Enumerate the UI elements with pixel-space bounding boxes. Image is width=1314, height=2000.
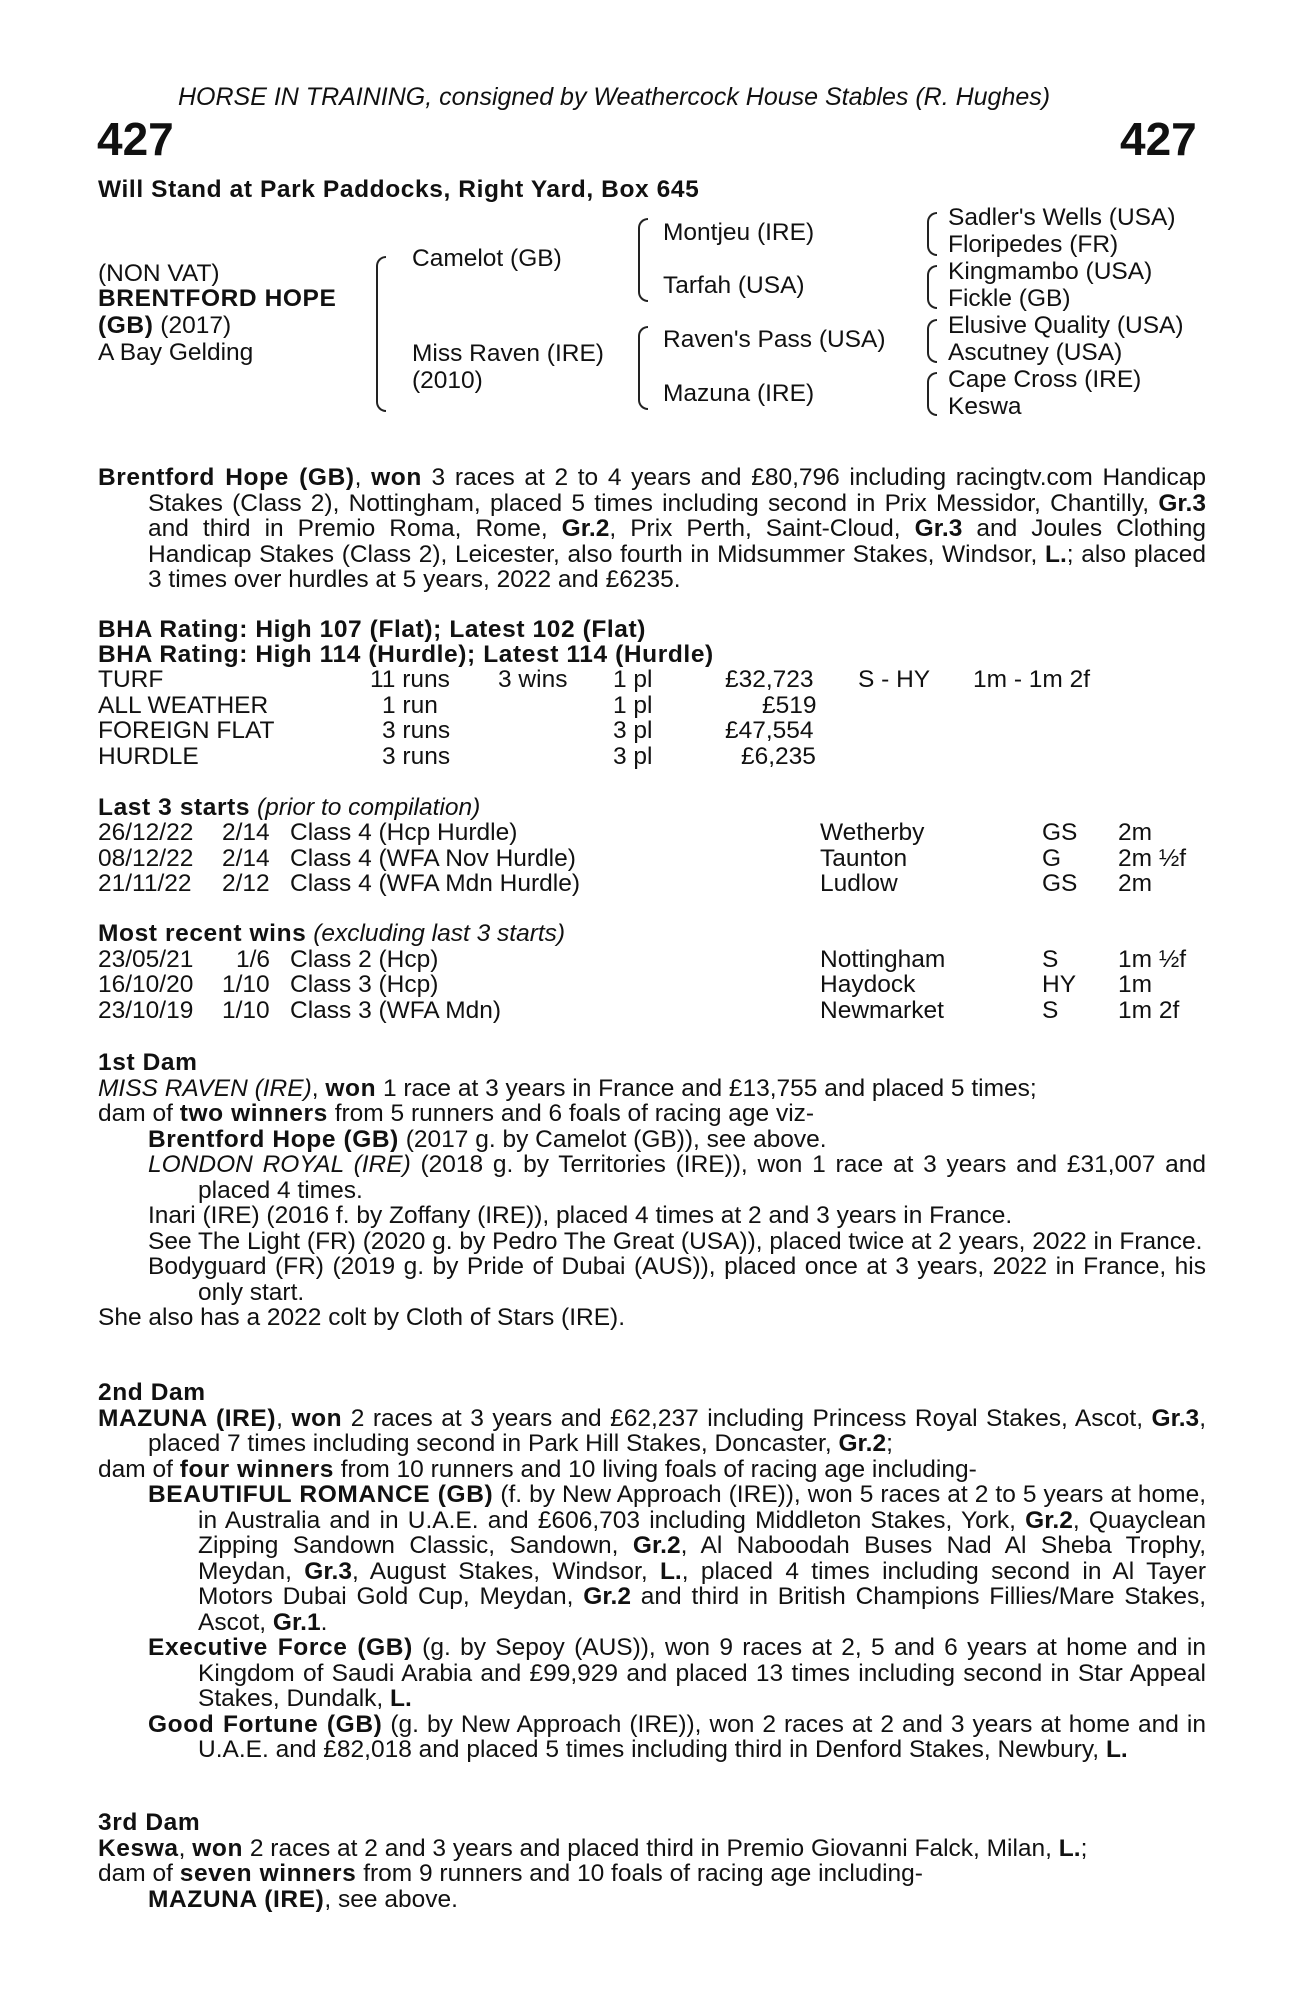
third-dam-heading: 3rd Dam	[98, 1809, 201, 1836]
progeny-item	[148, 1482, 1206, 1635]
record-surface: ALL WEATHER	[98, 692, 269, 719]
start-distance: 2m	[1118, 870, 1153, 897]
record-placed: 1 pl	[613, 666, 653, 693]
progeny-text: (g. by New Approach (IRE)), won 2 races at 2 and 3 years at home and in U.A.E. and £82,018 and placed 5 times including third in Denford Stakes, Newbury,	[198, 1710, 1206, 1763]
g4-6: Ascutney (USA)	[948, 339, 1123, 366]
second-dam-grade-2: Gr.2	[838, 1430, 887, 1457]
summary-text-2: and third in Premio Roma, Rome,	[148, 515, 548, 542]
summary-listed: L.	[1045, 540, 1067, 568]
g4-4: Fickle (GB)	[948, 285, 1071, 312]
progeny-name: MAZUNA (IRE)	[148, 1885, 325, 1913]
progeny-item	[148, 1127, 1206, 1153]
progeny-item	[148, 1635, 1206, 1712]
third-dam-text-3: from 9 runners and 10 foals of racing age including-	[363, 1860, 923, 1887]
g4-3: Kingmambo (USA)	[948, 258, 1153, 285]
lot-number-left: 427	[97, 113, 174, 165]
record-prize: £6,235	[741, 743, 816, 770]
record-runs: 11 runs	[370, 666, 450, 693]
win-position: 1/10	[222, 971, 270, 998]
pedigree-brace-3d	[927, 372, 937, 416]
progeny-item	[148, 1712, 1206, 1763]
first-dam-won: won	[325, 1074, 377, 1102]
progeny-grade: L.	[659, 1557, 682, 1585]
dam-sire: Raven's Pass (USA)	[663, 326, 886, 353]
win-race: Class 3 (WFA Mdn)	[290, 997, 502, 1024]
progeny-text: (2017 g. by Camelot (GB)), see above.	[405, 1125, 827, 1153]
first-dam-section	[98, 1050, 1206, 1331]
record-prize: £47,554	[725, 717, 814, 744]
summary-text-5: ; also placed 3 times over hurdles at 5 years, 2022 and £6235.	[148, 540, 1207, 593]
start-going: GS	[1042, 819, 1078, 846]
record-going: S - HY	[858, 666, 931, 693]
progeny-name: Brentford Hope (GB)	[148, 1125, 399, 1153]
second-dam-damof: dam of	[98, 1455, 173, 1483]
record-distance: 1m - 1m 2f	[973, 666, 1091, 693]
progeny-item	[148, 1229, 1206, 1255]
g4-5: Elusive Quality (USA)	[948, 312, 1184, 339]
record-prize: £32,723	[725, 666, 814, 693]
win-going: HY	[1042, 971, 1077, 998]
progeny-name: BEAUTIFUL ROMANCE (GB)	[148, 1481, 494, 1508]
third-dam-text-2: ;	[1080, 1834, 1088, 1862]
summary-won: won	[371, 464, 422, 491]
third-dam-damof: dam of	[98, 1860, 173, 1887]
third-dam-winners: seven winners	[179, 1860, 357, 1887]
second-dam-winners: four winners	[179, 1455, 334, 1483]
start-course: Wetherby	[820, 819, 925, 846]
second-dam-progeny	[98, 1482, 1206, 1763]
second-dam-grade-1: Gr.3	[1151, 1404, 1200, 1432]
third-dam-produce	[98, 1861, 1206, 1887]
progeny-text: and third in British Champions Fillies/Mare Stakes, Ascot,	[198, 1583, 1207, 1636]
start-race: Class 4 (WFA Nov Hurdle)	[290, 845, 576, 872]
start-course: Ludlow	[820, 870, 898, 897]
horse-description: A Bay Gelding	[98, 339, 254, 366]
second-dam-text-1: 2 races at 3 years and £62,237 including Princess Royal Stakes, Ascot,	[350, 1404, 1143, 1432]
progeny-name: LONDON ROYAL (IRE)	[148, 1151, 411, 1178]
pedigree-brace-3a	[927, 212, 937, 256]
start-course: Taunton	[820, 845, 908, 872]
win-race: Class 2 (Hcp)	[290, 946, 439, 973]
progeny-text: Bodyguard (FR) (2019 g. by Pride of Dubai (AUS)), placed once at 3 years, 2022 in France, his only start.	[148, 1253, 1206, 1306]
win-date: 16/10/20	[98, 971, 194, 998]
record-placed: 1 pl	[613, 692, 653, 719]
third-dam-text-1: 2 races at 2 and 3 years and placed third in Premio Giovanni Falck, Milan,	[249, 1834, 1052, 1862]
win-distance: 1m 2f	[1118, 997, 1180, 1024]
record-runs: 3 runs	[382, 717, 451, 744]
progeny-grade: Gr.1	[272, 1608, 321, 1636]
first-dam-progeny	[98, 1127, 1206, 1306]
pedigree-brace-3c	[927, 319, 937, 363]
lot-number-right: 427	[1120, 113, 1197, 165]
win-date: 23/10/19	[98, 997, 194, 1024]
third-dam-won: won	[192, 1834, 244, 1862]
win-course: Nottingham	[820, 946, 946, 973]
start-date: 26/12/22	[98, 819, 194, 846]
progeny-item	[148, 1254, 1206, 1305]
g4-7: Cape Cross (IRE)	[948, 366, 1142, 393]
progeny-text: , Quayclean Zipping Sandown Classic, Sandown,	[198, 1506, 1206, 1559]
third-dam-section	[98, 1810, 1206, 1912]
record-wins: 3 wins	[498, 666, 568, 693]
win-position: 1/10	[222, 997, 270, 1024]
win-distance: 1m	[1118, 971, 1153, 998]
win-course: Newmarket	[820, 997, 944, 1024]
progeny-text: .	[320, 1608, 328, 1636]
record-runs: 3 runs	[382, 743, 451, 770]
horse-name: BRENTFORD HOPE	[98, 285, 337, 312]
second-dam-record: MAZUNA (IRE), won 2 races at 3 years and £62,237 including Princess Royal Stakes, Ascot, Gr.3, placed 7 times including second in Park Hill Stakes, Doncaster, Gr.2;	[98, 1404, 1207, 1457]
second-dam-text-3: ;	[886, 1430, 893, 1457]
record-runs: 1 run	[382, 692, 438, 719]
race-summary: Brentford Hope (GB), won 3 races at 2 to 4 years and £80,796 including racingtv.com Handicap Stakes (Class 2), Nottingham, placed 5 times including second in Prix Messidor, Chantilly, Gr.3 and third in Premio Roma, Rome, Gr.2, Prix Perth, Saint-Cloud, Gr.3 and Joules Clothing Handicap Stakes (Class 2), Leicester, also fourth in Midsummer Stakes, Windsor, L.; also placed 3 times over hurdles at 5 years, 2022 and £6235.	[98, 464, 1207, 593]
progeny-text: See The Light (FR) (2020 g. by Pedro The Great (USA)), placed twice at 2 years, 2022 in France.	[148, 1227, 1203, 1255]
record-prize: £519	[762, 692, 817, 719]
last-starts-heading	[98, 795, 480, 821]
pedigree-brace-3b	[927, 265, 937, 309]
dam-dam: Mazuna (IRE)	[663, 380, 815, 407]
progeny-text: , Al Naboodah Buses Nad Al Sheba Trophy, Meydan,	[198, 1532, 1207, 1585]
first-dam-damof: dam of	[98, 1100, 173, 1127]
first-dam-name: MISS RAVEN (IRE)	[98, 1074, 312, 1102]
horse-year: (2017)	[160, 312, 232, 339]
sire-dam: Tarfah (USA)	[663, 272, 805, 299]
pedigree-brace-2a	[638, 218, 648, 302]
record-placed: 3 pl	[613, 743, 653, 770]
start-distance: 2m	[1118, 819, 1153, 846]
progeny-text: , see above.	[324, 1885, 458, 1913]
start-position: 2/14	[222, 845, 270, 872]
summary-grade-2: Gr.2	[561, 515, 610, 542]
third-dam-listed: L.	[1058, 1834, 1081, 1862]
consignment-line: HORSE IN TRAINING, consigned by Weathercock House Stables (R. Hughes)	[178, 83, 1051, 111]
progeny-text: (2018 g. by Territories (IRE)), won 1 race at 3 years and £31,007 and placed 4 times.	[198, 1151, 1207, 1204]
third-dam-progeny	[98, 1887, 1206, 1913]
second-dam-section	[98, 1380, 1206, 1763]
horse-origin	[98, 312, 231, 339]
progeny-text: Inari (IRE) (2016 f. by Zoffany (IRE)), placed 4 times at 2 and 3 years in France.	[148, 1202, 1013, 1229]
location-line: Will Stand at Park Paddocks, Right Yard, Box 645	[98, 176, 700, 203]
summary-horse-name: Brentford Hope (GB)	[98, 464, 355, 491]
progeny-item	[148, 1203, 1206, 1229]
progeny-grade: Gr.2	[1025, 1506, 1073, 1534]
win-going: S	[1042, 946, 1059, 973]
sire: Camelot (GB)	[412, 245, 562, 272]
last-starts-title: Last 3 starts	[98, 794, 251, 821]
second-dam-produce	[98, 1457, 1206, 1483]
vat-status: (NON VAT)	[98, 260, 220, 287]
last-starts-note: (prior to compilation)	[256, 794, 481, 821]
progeny-grade: Gr.2	[583, 1583, 631, 1610]
progeny-name: Good Fortune (GB)	[148, 1710, 383, 1738]
pedigree-brace-2b	[638, 326, 648, 410]
start-date: 21/11/22	[98, 870, 192, 897]
record-surface: HURDLE	[98, 743, 199, 770]
second-dam-text-4: from 10 runners and 10 living foals of racing age including-	[340, 1455, 977, 1483]
win-position: 1/6	[236, 946, 271, 973]
progeny-text: , placed 4 times including second in Al Tayer Motors Dubai Gold Cup, Meydan,	[198, 1557, 1206, 1610]
record-surface: FOREIGN FLAT	[98, 717, 275, 744]
dam: Miss Raven (IRE)	[412, 340, 604, 367]
second-dam-name: MAZUNA (IRE)	[98, 1404, 277, 1432]
start-race: Class 4 (WFA Mdn Hurdle)	[290, 870, 580, 897]
record-surface: TURF	[98, 666, 164, 693]
rating-flat: BHA Rating: High 107 (Flat); Latest 102 (Flat)	[98, 616, 647, 643]
record-placed: 3 pl	[613, 717, 653, 744]
first-dam-also: She also has a 2022 colt by Cloth of Stars (IRE).	[98, 1304, 626, 1331]
progeny-grade: L.	[1105, 1736, 1128, 1763]
first-dam-heading: 1st Dam	[98, 1049, 198, 1076]
second-dam-won: won	[291, 1404, 343, 1432]
first-dam-text-1: 1 race at 3 years in France and £13,755 and placed 5 times;	[382, 1074, 1037, 1102]
win-course: Haydock	[820, 971, 916, 998]
start-going: GS	[1042, 870, 1078, 897]
third-dam-name: Keswa	[98, 1834, 179, 1862]
pedigree-brace-1	[376, 256, 386, 412]
progeny-grade: Gr.3	[304, 1557, 352, 1585]
dam-year: (2010)	[412, 367, 483, 394]
g4-2: Floripedes (FR)	[948, 231, 1119, 258]
g4-1: Sadler's Wells (USA)	[948, 204, 1176, 231]
summary-text-3: , Prix Perth, Saint-Cloud,	[609, 515, 901, 542]
third-dam-record: Keswa, won 2 races at 2 and 3 years and placed third in Premio Giovanni Falck, Milan, L.;	[98, 1834, 1088, 1862]
second-dam-heading: 2nd Dam	[98, 1379, 206, 1406]
progeny-grade: Gr.2	[632, 1532, 681, 1559]
recent-wins-title: Most recent wins	[98, 920, 307, 947]
progeny-item	[148, 1152, 1206, 1203]
summary-text-4: and Joules Clothing Handicap Stakes (Class 2), Leicester, also fourth in Midsummer Stakes, Windsor,	[148, 515, 1207, 568]
first-dam-produce	[98, 1101, 1206, 1127]
win-race: Class 3 (Hcp)	[290, 971, 439, 998]
second-dam-text-2: , placed 7 times including second in Park Hill Stakes, Doncaster,	[148, 1404, 1207, 1457]
sire-sire: Montjeu (IRE)	[663, 219, 815, 246]
win-going: S	[1042, 997, 1059, 1024]
horse-country: (GB)	[98, 312, 154, 339]
summary-grade-3: Gr.3	[914, 515, 963, 542]
progeny-text: (g. by Sepoy (AUS)), won 9 races at 2, 5 and 6 years at home and in Kingdom of Saudi Arabia and £99,929 and placed 13 times including second in Star Appeal Stakes, Dundalk,	[198, 1634, 1206, 1712]
recent-wins-heading	[98, 921, 565, 947]
rating-hurdle: BHA Rating: High 114 (Hurdle); Latest 114 (Hurdle)	[98, 641, 714, 668]
start-distance: 2m ½f	[1118, 845, 1187, 872]
summary-grade-1: Gr.3	[1158, 489, 1206, 517]
start-race: Class 4 (Hcp Hurdle)	[290, 819, 518, 846]
first-dam-text-2: from 5 runners and 6 foals of racing age viz-	[334, 1100, 815, 1127]
first-dam-record: MISS RAVEN (IRE), won 1 race at 3 years in France and £13,755 and placed 5 times;	[98, 1074, 1037, 1102]
start-position: 2/12	[222, 870, 270, 897]
win-date: 23/05/21	[98, 946, 194, 973]
start-going: G	[1042, 845, 1062, 872]
progeny-grade: L.	[390, 1685, 412, 1712]
progeny-name: Executive Force (GB)	[148, 1634, 413, 1661]
win-distance: 1m ½f	[1118, 946, 1187, 973]
progeny-text: , August Stakes, Windsor,	[351, 1557, 648, 1585]
g4-8: Keswa	[948, 393, 1022, 420]
summary-text-1: 3 races at 2 to 4 years and £80,796 including racingtv.com Handicap Stakes (Class 2), Nottingham, placed 5 times including second in Prix Messidor, Chantilly,	[148, 464, 1206, 517]
start-date: 08/12/22	[98, 845, 194, 872]
recent-wins-note: (excluding last 3 starts)	[313, 920, 566, 947]
progeny-text: (f. by New Approach (IRE)), won 5 races at 2 to 5 years at home, in Australia and in U.A.E. and £606,703 including Middleton Stakes, York,	[198, 1481, 1207, 1534]
start-position: 2/14	[222, 819, 270, 846]
first-dam-winners: two winners	[179, 1100, 328, 1127]
